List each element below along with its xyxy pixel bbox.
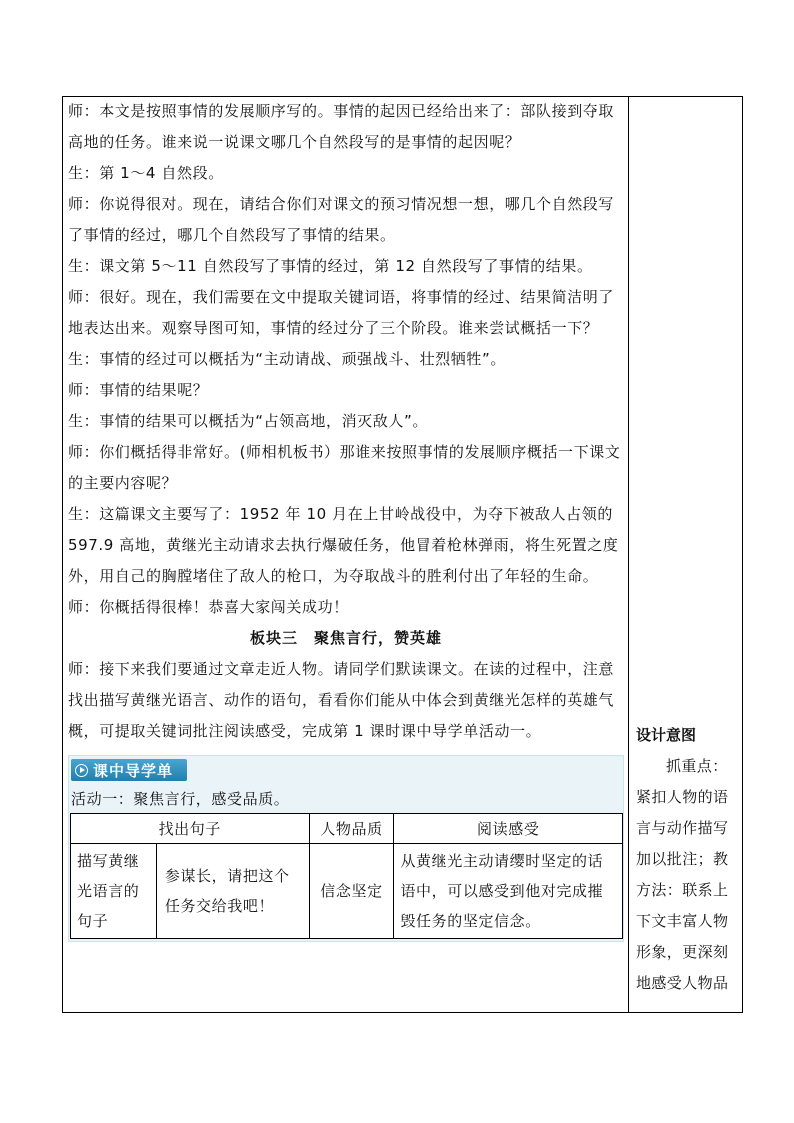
design-text: 抓重点：紧扣人物的语言与动作描写加以批注；教方法：联系上下文丰富人物形象，更深刻地感受人物品 bbox=[636, 757, 729, 992]
dialogue-line: 生：这篇课文主要写了：1952 年 10 月在上甘岭战役中，为夺下被敌人占领的 597.9 高地，黄继光主动请求去执行爆破任务，他冒着枪林弹雨，将生死置之度外，用自己的胸膛堵住了敌人的枪口，为夺取战斗的胜利付出了年轻的生命。 bbox=[68, 505, 619, 585]
dialogue-line: 师：很好。现在，我们需要在文中提取关键词语，将事情的经过、结果简洁明了地表达出来。观察导图可知，事情的经过分了三个阶段。谁来尝试概括一下？ bbox=[68, 288, 615, 337]
design-intent-column bbox=[636, 720, 736, 999]
dialogue-line: 生：事情的经过可以概括为“主动请战、顽强战斗、壮烈牺牲”。 bbox=[68, 350, 506, 368]
header-feeling: 阅读感受 bbox=[394, 814, 623, 844]
column-divider bbox=[628, 96, 629, 1013]
dialogue-line: 生：事情的结果可以概括为“占领高地，消灭敌人”。 bbox=[68, 412, 428, 430]
guide-worksheet bbox=[68, 755, 624, 942]
dialogue-line: 师：你概括得很棒！恭喜大家闯关成功！ bbox=[68, 598, 349, 616]
design-title: 设计意图 bbox=[636, 726, 697, 744]
section-number: 板块三 bbox=[249, 629, 298, 647]
guide-tag-label: 课中导学单 bbox=[93, 761, 174, 780]
table-row bbox=[71, 844, 623, 939]
section-heading bbox=[68, 623, 624, 654]
dialogue-line: 师：你们概括得非常好。(师相机板书）那谁来按照事情的发展顺序概括一下课文的主要内容呢？ bbox=[68, 443, 621, 492]
row-category: 描写黄继光语言的句子 bbox=[71, 844, 157, 939]
activity-title: 活动一：聚焦言行，感受品质。 bbox=[71, 790, 290, 808]
dialogue-line: 师：事情的结果呢？ bbox=[68, 381, 209, 399]
header-quality: 人物品质 bbox=[309, 814, 394, 844]
dialogue-line: 师：你说得很对。现在，请结合你们对课文的预习情况想一想，哪几个自然段写了事情的经过，哪几个自然段写了事情的结果。 bbox=[68, 195, 615, 244]
row-feeling: 从黄继光主动请缨时坚定的话语中，可以感受到他对完成摧毁任务的坚定信念。 bbox=[394, 844, 623, 939]
dialogue-line: 生：课文第 5～11 自然段写了事情的经过，第 12 自然段写了事情的结果。 bbox=[68, 257, 593, 275]
row-sentence: 参谋长，请把这个任务交给我吧！ bbox=[156, 844, 309, 939]
section-intro: 师：接下来我们要通过文章走近人物。请同学们默读课文。在读的过程中，注意找出描写黄继光语言、动作的语句，看看你们能从中体会到黄继光怎样的英雄气概，可提取关键词批注阅读感受，完成第 1 课时课中导学单活动一。 bbox=[68, 660, 615, 740]
table-header-row bbox=[71, 814, 623, 844]
activity-table bbox=[70, 813, 623, 939]
header-find-sentence: 找出句子 bbox=[71, 814, 310, 844]
lesson-main-column bbox=[68, 96, 624, 942]
dialogue-line: 师：本文是按照事情的发展顺序写的。事情的起因已经给出来了：部队接到夺取高地的任务。谁来说一说课文哪几个自然段写的是事情的起因呢？ bbox=[68, 102, 615, 151]
row-quality: 信念坚定 bbox=[309, 844, 394, 939]
play-circle-icon bbox=[75, 764, 88, 777]
dialogue-line: 生：第 1～4 自然段。 bbox=[68, 164, 224, 182]
guide-tag bbox=[71, 759, 187, 781]
section-title: 聚焦言行，赞英雄 bbox=[314, 629, 443, 647]
